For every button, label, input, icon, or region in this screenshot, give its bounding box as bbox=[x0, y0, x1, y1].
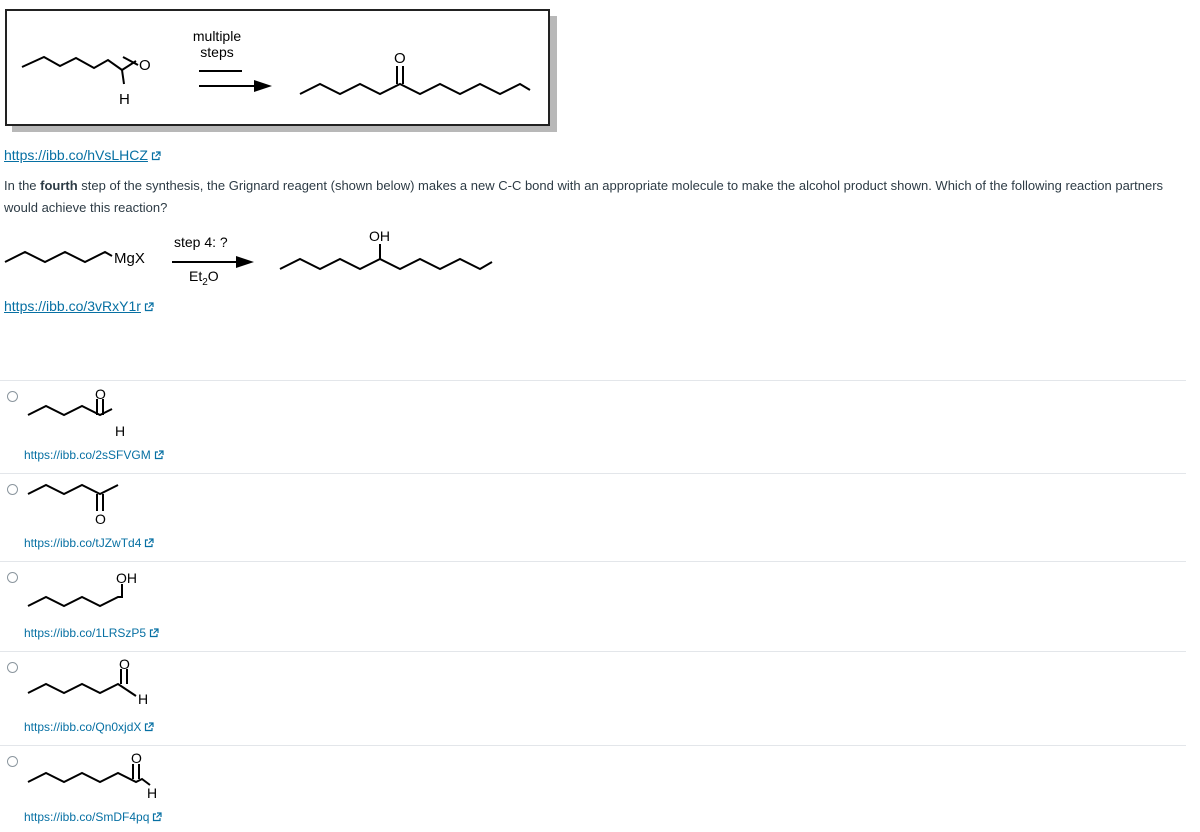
answer-3-radio[interactable] bbox=[7, 572, 18, 583]
answer-5-chain bbox=[28, 773, 150, 785]
answer-4-chain bbox=[28, 684, 136, 696]
external-link-icon bbox=[152, 812, 162, 822]
answer-2-chain bbox=[28, 485, 118, 494]
answer-1-chain bbox=[28, 406, 112, 415]
external-link-icon bbox=[151, 151, 161, 161]
scheme-box bbox=[6, 10, 549, 125]
external-link-icon bbox=[149, 628, 159, 638]
grignard-mgx-label: MgX bbox=[114, 250, 145, 267]
grignard-step-image bbox=[0, 222, 500, 292]
answer-5-link[interactable] bbox=[24, 810, 162, 824]
answer-3-link-text: https://ibb.co/1LRSzP5 bbox=[24, 626, 147, 640]
scheme1-link-text: https://ibb.co/hVsLHCZ bbox=[4, 147, 148, 163]
scheme2-link-text: https://ibb.co/3vRxY1r bbox=[4, 298, 141, 314]
answer-3-oh-label: OH bbox=[116, 570, 137, 586]
answer-1-link-text: https://ibb.co/2sSFVGM bbox=[24, 448, 151, 462]
solvent-label: $Et_2O$ bbox=[189, 268, 219, 288]
answer-4-radio[interactable] bbox=[7, 662, 18, 673]
answer-2-structure bbox=[20, 476, 170, 532]
arrow-label-bottom: steps bbox=[200, 44, 234, 60]
answer-2-radio[interactable] bbox=[7, 484, 18, 495]
answer-4-structure bbox=[20, 654, 170, 710]
arrow-label-top: multiple bbox=[192, 28, 242, 44]
atom-h-label: H bbox=[119, 91, 130, 108]
answer-divider bbox=[0, 651, 1186, 652]
question-text-pre: In the bbox=[4, 178, 41, 193]
external-link-icon bbox=[144, 538, 154, 548]
answer-1-structure bbox=[20, 386, 170, 442]
answer-3-link[interactable] bbox=[24, 626, 159, 640]
answer-divider bbox=[0, 561, 1186, 562]
answer-5-link-text: https://ibb.co/SmDF4pq bbox=[24, 810, 150, 824]
step-label: step 4: ? bbox=[174, 234, 228, 250]
scheme2-image-link[interactable] bbox=[4, 298, 154, 314]
answer-2-o-label: O bbox=[95, 511, 106, 527]
answer-5-h-label: H bbox=[147, 785, 158, 801]
grignard-reagent-chain bbox=[5, 252, 112, 262]
question-text-post: step of the synthesis, the Grignard reagent (shown below) makes a new C-C bond with an appropriate molecule to make the alcohol product shown. Which of the following reaction partners would achieve this reaction? bbox=[4, 178, 1164, 215]
question-text bbox=[4, 175, 1184, 219]
ketone-o-label: O bbox=[394, 50, 406, 67]
external-link-icon bbox=[144, 302, 154, 312]
answer-divider bbox=[0, 380, 1186, 381]
answer-5-radio[interactable] bbox=[7, 756, 18, 767]
answer-3-chain bbox=[28, 584, 122, 606]
answer-1-link[interactable] bbox=[24, 448, 164, 462]
alcohol-oh-label: OH bbox=[369, 228, 390, 244]
step-arrowhead bbox=[236, 256, 254, 268]
answer-5-o-label: O bbox=[131, 750, 142, 766]
answer-1-radio[interactable] bbox=[7, 391, 18, 402]
synthesis-scheme-image bbox=[0, 0, 560, 140]
alcohol-product-chain bbox=[280, 259, 492, 269]
answer-5-structure bbox=[20, 750, 180, 806]
answer-3-structure bbox=[20, 566, 170, 622]
atom-o-label: O bbox=[139, 57, 151, 74]
answer-divider bbox=[0, 745, 1186, 746]
answer-1-o-label: O bbox=[95, 386, 106, 402]
answer-4-link[interactable] bbox=[24, 720, 154, 734]
answer-4-o-label: O bbox=[119, 656, 130, 672]
question-text-bold: fourth bbox=[40, 178, 78, 193]
answer-1-h-label: H bbox=[115, 423, 126, 439]
answer-2-link-text: https://ibb.co/tJZwTd4 bbox=[24, 536, 142, 550]
external-link-icon bbox=[154, 450, 164, 460]
answer-divider bbox=[0, 473, 1186, 474]
external-link-icon bbox=[144, 722, 154, 732]
answer-2-link[interactable] bbox=[24, 536, 154, 550]
answer-4-h-label: H bbox=[138, 691, 149, 707]
answer-4-link-text: https://ibb.co/Qn0xjdX bbox=[24, 720, 142, 734]
scheme1-image-link[interactable] bbox=[4, 147, 161, 163]
